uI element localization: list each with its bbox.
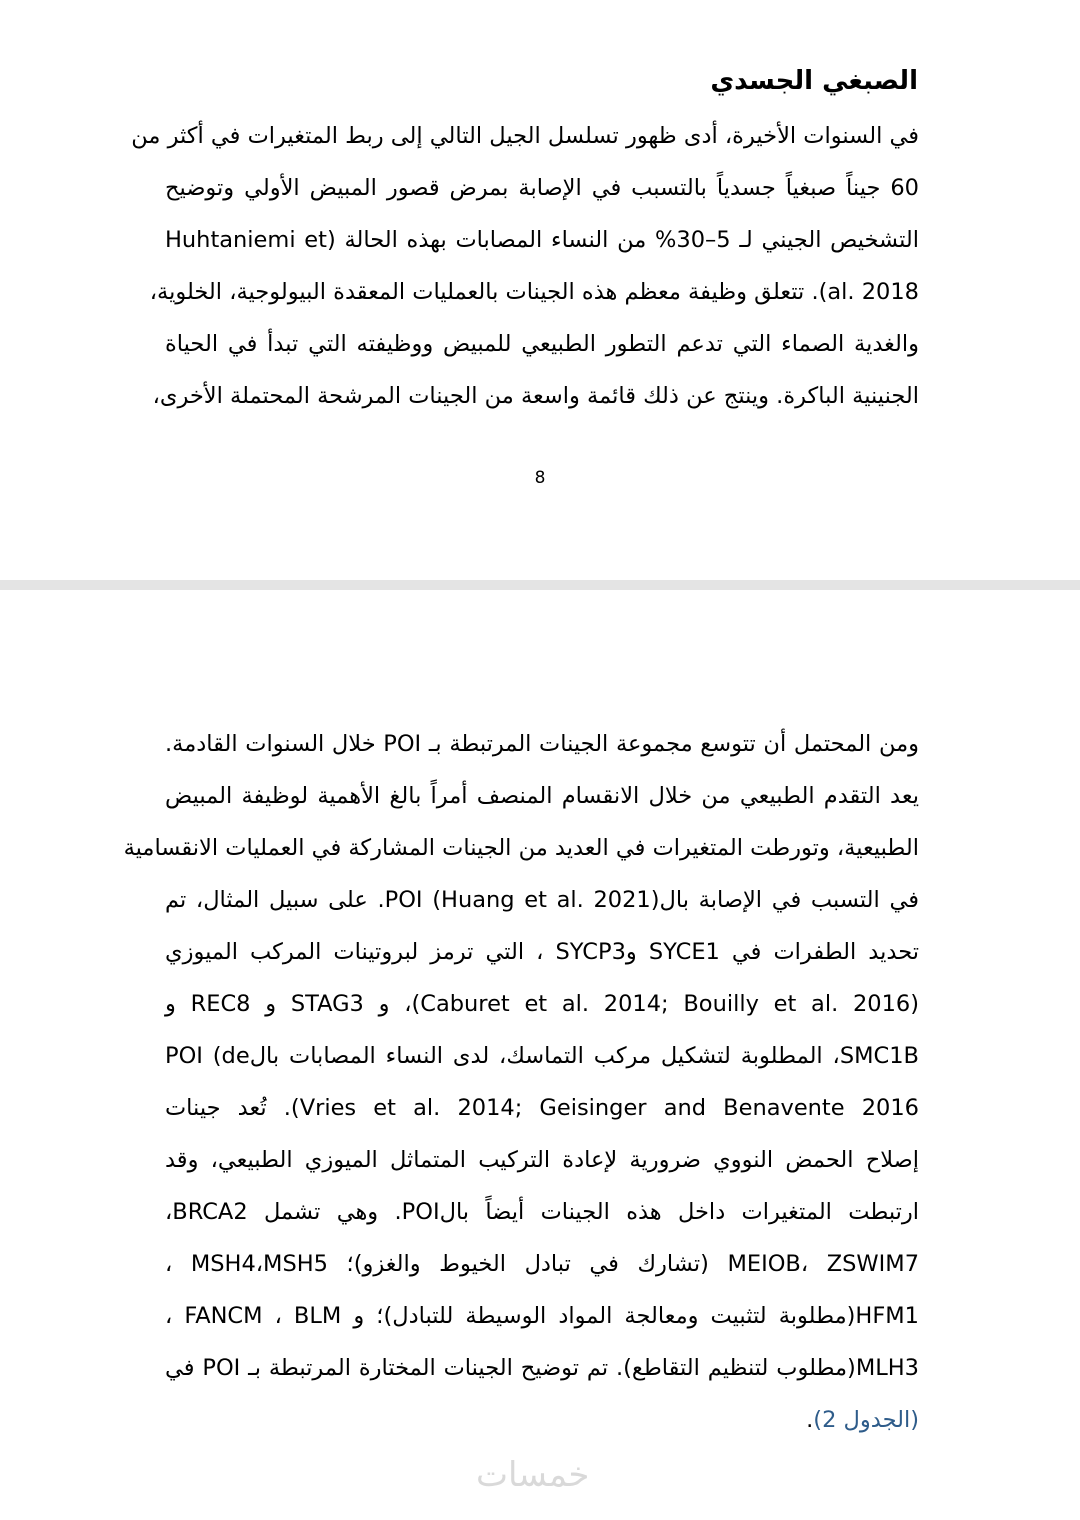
paragraph-line: ارتبطت المتغيرات داخل هذه الجينات أيضاً بالPOI. وهي تشمل BRCA2،: [165, 1199, 919, 1225]
document-page-1: [0, 0, 1080, 580]
page-separator: [0, 580, 1080, 590]
sentence-end: .: [806, 1407, 814, 1433]
paragraph-line: تحديد الطفرات في SYCE1 وSYCP3 ، التي ترمز لبروتينات المركب الميوزي: [165, 939, 919, 965]
document-page-2: [0, 590, 1080, 1520]
paragraph-line: يعد التقدم الطبيعي من خلال الانقسام المنصف أمراً بالغ الأهمية لوظيفة المبيض: [165, 783, 919, 809]
paragraph-line: الطبيعية، وتورطت المتغيرات في العديد من الجينات المشاركة في العمليات الانقسامية: [123, 835, 919, 861]
paragraph-line: Vries et al. 2014; Geisinger and Benavente 2016). تُعد جينات: [165, 1095, 919, 1121]
paragraph-line: والغدية الصماء التي تدعم التطور الطبيعي للمبيض ووظيفته التي تبدأ في الحياة: [165, 331, 919, 357]
paragraph-line: في السنوات الأخيرة، أدى ظهور تسلسل الجيل التالي إلى ربط المتغيرات في أكثر من: [131, 123, 919, 149]
paragraph-line: SMC1B، المطلوبة لتشكيل مركب التماسك، لدى النساء المصابات بالPOI (de: [165, 1043, 919, 1069]
paragraph-line: HFM1(مطلوبة لتثبيت ومعالجة المواد الوسيطة للتبادل)؛ و FANCM ، BLM ،: [165, 1303, 919, 1329]
paragraph-line: إصلاح الحمض النووي ضرورية لإعادة التركيب المتماثل الميوزي الطبيعي، وقد: [165, 1147, 919, 1173]
watermark-logo: خمسات: [476, 1455, 590, 1495]
paragraph-line: ومن المحتمل أن تتوسع مجموعة الجينات المرتبطة بـ POI خلال السنوات القادمة.: [165, 731, 919, 757]
paragraph-line: MEIOB، ZSWIM7 (تشارك في تبادل الخيوط والغزو)؛ MSH4،MSH5 ،: [165, 1251, 920, 1277]
paragraph-line: التشخيص الجيني لـ 5–30% من النساء المصابات بهذه الحالة (Huhtaniemi et: [165, 227, 920, 253]
paragraph-line: (Caburet et al. 2014; Bouilly et al. 2016)، و STAG3 و REC8 و: [165, 991, 920, 1017]
paragraph-line: al. 2018). تتعلق وظيفة معظم هذه الجينات بالعمليات المعقدة البيولوجية، الخلوية،: [149, 279, 919, 305]
section-heading: الصبغي الجسدي: [710, 66, 918, 96]
table-reference-link[interactable]: (الجدول 2): [813, 1407, 919, 1433]
paragraph-line: MLH3(مطلوب لتنظيم التقاطع). تم توضيح الجينات المختارة المرتبطة بـ POI في: [165, 1355, 919, 1381]
paragraph-line: في التسبب في الإصابة بالPOI (Huang et al. 2021). على سبيل المثال، تم: [165, 887, 919, 913]
paragraph-line-last: [165, 1404, 919, 1438]
paragraph-line: 60 جيناً صبغياً جسدياً بالتسبب في الإصابة بمرض قصور المبيض الأولي وتوضيح: [165, 175, 919, 201]
paragraph-line: الجنينية الباكرة. وينتج عن ذلك قائمة واسعة من الجينات المرشحة المحتملة الأخرى،: [152, 383, 919, 409]
page-number: 8: [534, 468, 546, 488]
